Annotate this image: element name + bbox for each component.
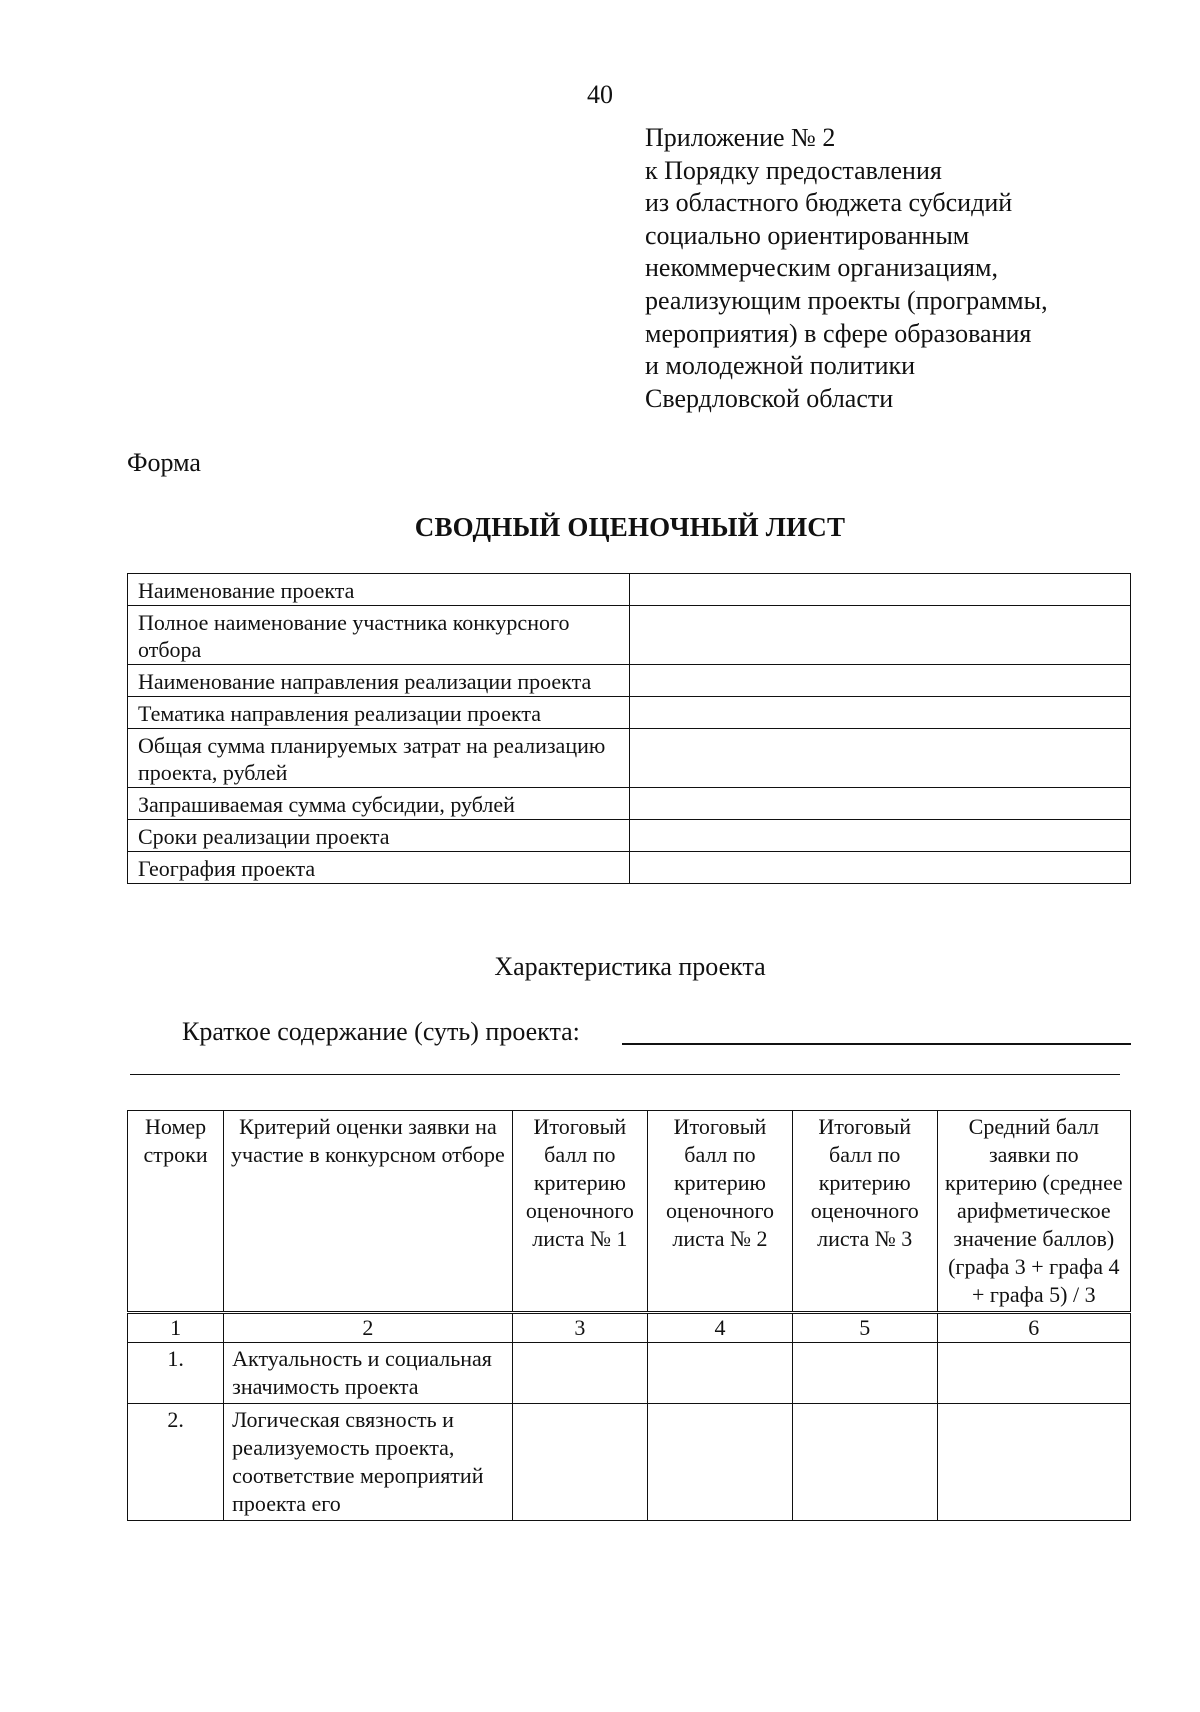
summary-fill-line [622, 1043, 1131, 1045]
average-score-cell [937, 1404, 1130, 1521]
info-label: Запрашиваемая сумма субсидии, рублей [128, 788, 630, 820]
column-header: Критерий оценки заявки на участие в конкурсном отборе [224, 1111, 512, 1313]
summary-label: Краткое содержание (суть) проекта: [182, 1017, 580, 1046]
section-title: Характеристика проекта [494, 952, 766, 981]
score-cell [648, 1343, 793, 1404]
info-value [629, 606, 1131, 665]
form-label: Форма [127, 448, 201, 477]
table-row [128, 665, 1131, 697]
table-row [128, 1404, 1131, 1521]
appendix-line: к Порядку предоставления [645, 155, 942, 185]
summary-fill-line [130, 1074, 1120, 1075]
info-label: Наименование проекта [128, 574, 630, 606]
score-cell [512, 1404, 647, 1521]
column-number: 5 [792, 1313, 937, 1343]
info-label: Общая сумма планируемых затрат на реализацию проекта, рублей [128, 729, 630, 788]
info-value [629, 665, 1131, 697]
column-header: Итоговый балл по критерию оценочного листа № 1 [512, 1111, 647, 1313]
appendix-line: мероприятия) в сфере образования [645, 318, 1032, 348]
appendix-line: социально ориентированным [645, 220, 970, 250]
criterion-text: Актуальность и социальная значимость проекта [224, 1343, 512, 1404]
info-value [629, 697, 1131, 729]
info-label: Наименование направления реализации проекта [128, 665, 630, 697]
table-row [128, 574, 1131, 606]
table-row [128, 697, 1131, 729]
table-row [128, 852, 1131, 884]
table-row [128, 820, 1131, 852]
info-value [629, 852, 1131, 884]
appendix-line: Приложение № 2 [645, 123, 836, 152]
project-info-table [127, 573, 1131, 884]
criteria-table [127, 1110, 1131, 1521]
info-value [629, 788, 1131, 820]
column-number: 6 [937, 1313, 1130, 1343]
column-header: Итоговый балл по критерию оценочного листа № 3 [792, 1111, 937, 1313]
column-number: 3 [512, 1313, 647, 1343]
column-number-row [128, 1313, 1131, 1343]
table-row [128, 729, 1131, 788]
score-cell [792, 1404, 937, 1521]
info-label: Полное наименование участника конкурсного отбора [128, 606, 630, 665]
average-score-cell [937, 1343, 1130, 1404]
score-cell [792, 1343, 937, 1404]
table-row [128, 788, 1131, 820]
info-value [629, 574, 1131, 606]
score-cell [512, 1343, 647, 1404]
column-header: Итоговый балл по критерию оценочного листа № 2 [648, 1111, 793, 1313]
row-number: 1. [128, 1343, 224, 1404]
row-number: 2. [128, 1404, 224, 1521]
table-row [128, 606, 1131, 665]
appendix-line: и молодежной политики [645, 351, 916, 381]
score-cell [648, 1404, 793, 1521]
info-label: География проекта [128, 852, 630, 884]
column-header: Средний балл заявки по критерию (среднее арифметическое значение баллов) (графа 3 + графа 4 + графа 5) / 3 [937, 1111, 1130, 1313]
column-number: 2 [224, 1313, 512, 1343]
criterion-text: Логическая связность и реализуемость проекта, соответствие мероприятий проекта его [224, 1404, 512, 1521]
info-value [629, 820, 1131, 852]
table-row [128, 1343, 1131, 1404]
appendix-line: некоммерческим организациям, [645, 253, 998, 283]
table-header-row [128, 1111, 1131, 1313]
info-label: Тематика направления реализации проекта [128, 697, 630, 729]
column-number: 4 [648, 1313, 793, 1343]
appendix-note [645, 122, 1165, 415]
appendix-line: из областного бюджета субсидий [645, 188, 1013, 218]
appendix-line: Свердловской области [645, 383, 894, 413]
info-value [629, 729, 1131, 788]
page-number: 40 [587, 80, 613, 109]
document-title: СВОДНЫЙ ОЦЕНОЧНЫЙ ЛИСТ [414, 512, 846, 542]
appendix-line: реализующим проекты (программы, [645, 285, 1048, 315]
column-number: 1 [128, 1313, 224, 1343]
column-header: Номер строки [128, 1111, 224, 1313]
info-label: Сроки реализации проекта [128, 820, 630, 852]
